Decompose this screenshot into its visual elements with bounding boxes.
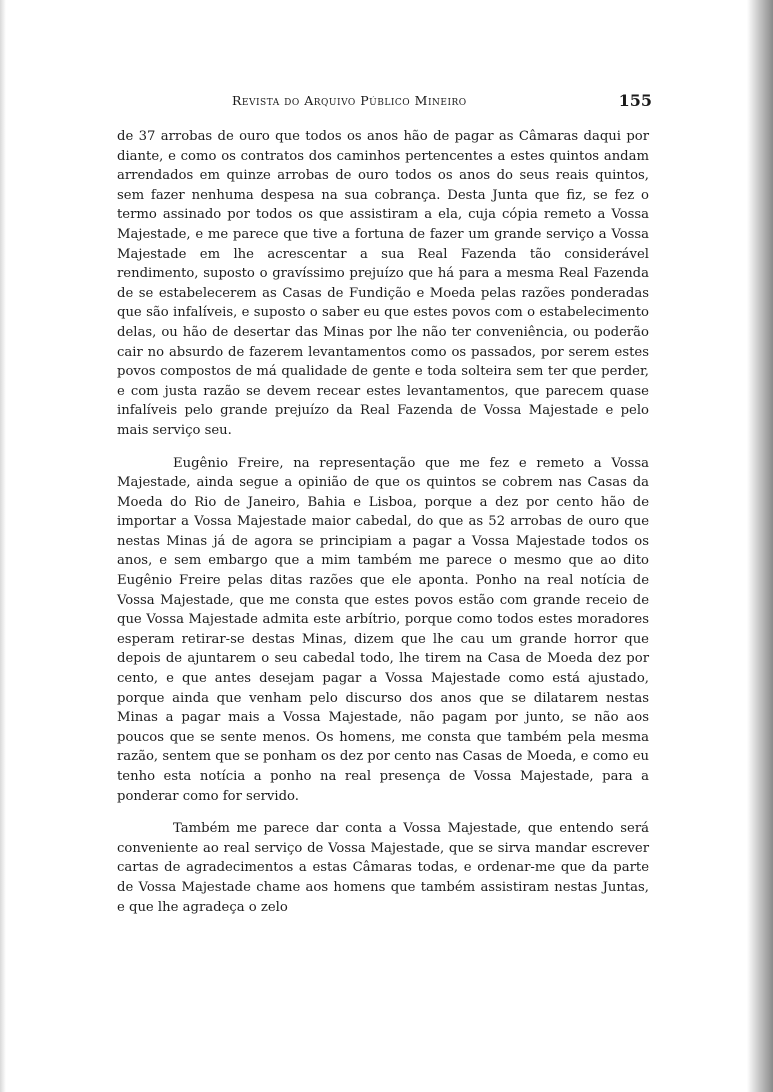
- paragraph-3: Também me parece dar conta a Vossa Majestade, que entendo será conveniente ao real serviço de Vossa Majestade, que se sirva mandar escrever cartas de agradecimentos a estas Câmaras todas, e ordenar-me que da parte de Vossa Majestade chame aos homens que também assistiram nestas Juntas, e que lhe agradeça o zelo: [117, 821, 649, 915]
- page-left-edge-shadow: [0, 0, 6, 1092]
- paragraph-2: Eugênio Freire, na representação que me fez e remeto a Vossa Majestade, ainda segue a opinião de que os quintos se cobrem nas Casas da Moeda do Rio de Janeiro, Bahia e Lisboa, porque a dez por cento hão de importar a Vossa Majestade maior cabedal, do que as 52 arrobas de ouro que nestas Minas já de agora se principiam a pagar a Vossa Majestade todos os anos, e sem embargo que a mim também me parece o mesmo que ao dito Eugênio Freire pelas ditas razões que ele aponta. Ponho na real notícia de Vossa Majestade, que me consta que estes povos estão com grande receio de que Vossa Majestade admita este arbítrio, porque como todos estes moradores esperam retirar-se destas Minas, dizem que lhe cau um grande horror que depois de ajuntarem o seu cabedal todo, lhe tirem na Casa de Moeda dez por cento, e que antes desejam pagar a Vossa Majestade como está ajustado, porque ainda que venham pelo discurso dos anos que se dilatarem nestas Minas a pagar mais a Vossa Majestade, não pagam por junto, se não aos poucos que se sente menos. Os homens, me consta que também pela mesma razão, sentem que se ponham os dez por cento nas Casas de Moeda, e como eu tenho esta notícia a ponho na real presença de Vossa Majestade, para a ponderar como for servido.: [117, 455, 649, 804]
- body-text: [117, 127, 649, 917]
- page-right-edge-shadow: [747, 0, 773, 1092]
- running-head: Revista do Arquivo Público Mineiro: [232, 93, 467, 108]
- page-number: 155: [618, 91, 652, 110]
- paragraph-1: de 37 arrobas de ouro que todos os anos hão de pagar as Câmaras daqui por diante, e como os contratos dos caminhos pertencentes a estes quintos andam arrendados em quinze arrobas de ouro todos os anos do seus reais quintos, sem fazer nenhuma despesa na sua cobrança. Desta Junta que fiz, se fez o termo assinado por todos os que assistiram a ela, cuja cópia remeto a Vossa Majestade, e me parece que tive a fortuna de fazer um grande serviço a Vossa Majestade em lhe acrescentar a sua Real Fazenda tão considerável rendimento, suposto o gravíssimo prejuízo que há para a mesma Real Fazenda de se estabelecerem as Casas de Fundição e Moeda pelas razões ponderadas que são infalíveis, e suposto o saber eu que estes povos com o estabelecimento delas, ou hão de desertar das Minas por lhe não ter conveniência, ou poderão cair no absurdo de fazerem levantamentos como os passados, por serem estes povos compostos de má qualidade de gente e toda solteira sem ter que perder, e com justa razão se devem recear estes levantamentos, que parecem quase infalíveis pelo grande prejuízo da Real Fazenda de Vossa Majestade e pelo mais serviço seu.: [117, 129, 649, 438]
- page-header: [232, 93, 652, 115]
